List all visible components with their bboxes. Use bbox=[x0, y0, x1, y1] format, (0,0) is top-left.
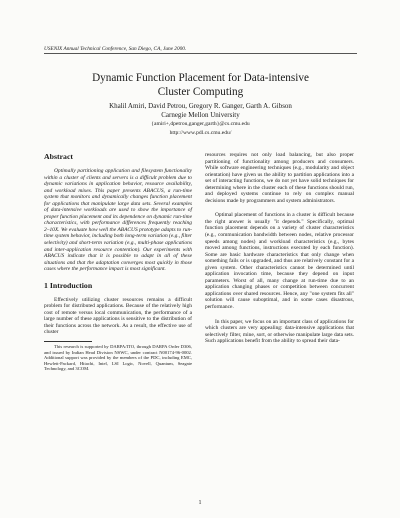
intro-heading: 1 Introduction bbox=[44, 280, 93, 290]
author-affiliation: Carnegie Mellon University bbox=[161, 111, 240, 119]
abstract-text: Optimally partitioning application and filesystem functionality within a cluster of clients and servers is a difficult problem due to dynamic variations in application behavior, resource availability, and workload mixes. This paper presents ABACUS, a run-time system that monitors and dynamically changes function placement for applications that manipulate large data sets. Several examples of data-intensive workloads are used to show the importance of proper function placement and its dependence on dynamic run-time characteristics, with performance differences frequently reaching 2–10X. We evaluate how well the ABACUS prototype adapts to run-time system behavior, including both long-term variation (e.g., filter selectivity) and short-term variation (e.g., multi-phase applications and inter-application resource contention). Our experiments with ABACUS indicate that it is possible to adapt in all of these situations and that the adaptation converges most quickly in those cases where the performance impact is most significant. bbox=[44, 168, 192, 273]
right-paragraph-1: resources requires not only load balancing, but also proper partitioning of functionality among producers and consumers. While software engineering techniques (e.g., modularity and object orientation) have given us the ability to partition applications into a set of interacting functions, we do not yet have solid techniques for determining where in the cluster each of these functions should run, and deployed systems continue to rely on complex manual decisions made by programmers and system administrators. bbox=[205, 152, 354, 204]
abstract-heading: Abstract bbox=[44, 152, 74, 161]
section-gap bbox=[44, 273, 192, 281]
author-url: http://www.pdl.cs.cmu.edu/ bbox=[169, 130, 232, 136]
author-email: {amiri+,dpetrou,ganger,garth}@cs.cmu.edu bbox=[151, 121, 250, 127]
right-paragraph-2: Optimal placement of functions in a cluster is difficult because the right answer is usually "it depends." Specifically, optimal function placement depends on a variety of cluster characteristics (e.g., communication bandwidth between nodes, relative processor speeds among nodes) and workload characteristics (e.g., bytes moved among functions, instructions executed by each function). Some are basic hardware characteristics that only change when something fails or is upgraded, and thus are relatively constant for a given system. Other characteristics cannot be determined until application invocation time, because they depend on input parameters. Worst of all, many change at run-time due to an application changing phases or competition between concurrent applications over shared resources. Hence, any "one system fits all" solution will cause suboptimal, and in some cases disastrous, performance. bbox=[205, 212, 354, 311]
title-line-2: Cluster Computing bbox=[157, 86, 244, 98]
paragraph-gap bbox=[205, 311, 354, 319]
page-number: 1 bbox=[198, 500, 202, 506]
author-names: Khalil Amiri, David Petrou, Gregory R. Ganger, Garth A. Gibson bbox=[109, 102, 292, 110]
right-column bbox=[205, 152, 354, 345]
author-block bbox=[44, 102, 357, 138]
header-rule bbox=[44, 53, 357, 54]
left-column bbox=[44, 152, 192, 372]
running-header: USENIX Annual Technical Conference, San Diego, CA, June 2000. bbox=[44, 46, 187, 52]
title-line-1: Dynamic Function Placement for Data-intensive bbox=[92, 72, 309, 84]
intro-paragraph: Effectively utilizing cluster resources remains a difficult problem for distributed applications. Because of the relatively high cost of remote versus local communication, the performance of a large number of these applications is sensitive to the distribution of their functions across the network. As a result, the effective use of cluster bbox=[44, 296, 192, 336]
footnote-text: This research is supported by DARPA/ITO, through DARPA Order D306, and issued by Indian Head Division NSWC, under contract N00174-96-0002. Additional support was provided by the members of the PDC, including EMC, Hewlett-Packard, Hitachi, Intel, LSI Logic, Novell, Quantum, Seagate Technology, and 3COM. bbox=[44, 344, 192, 372]
paper-title bbox=[44, 71, 357, 99]
footnote-rule bbox=[44, 341, 92, 342]
right-paragraph-3: In this paper, we focus on an important class of applications for which clusters are very appealing: data-intensive applications that selectively filter, mine, sort, or otherwise manipulate large data sets. Such applications benefit from the ability to spread their data- bbox=[205, 318, 354, 345]
